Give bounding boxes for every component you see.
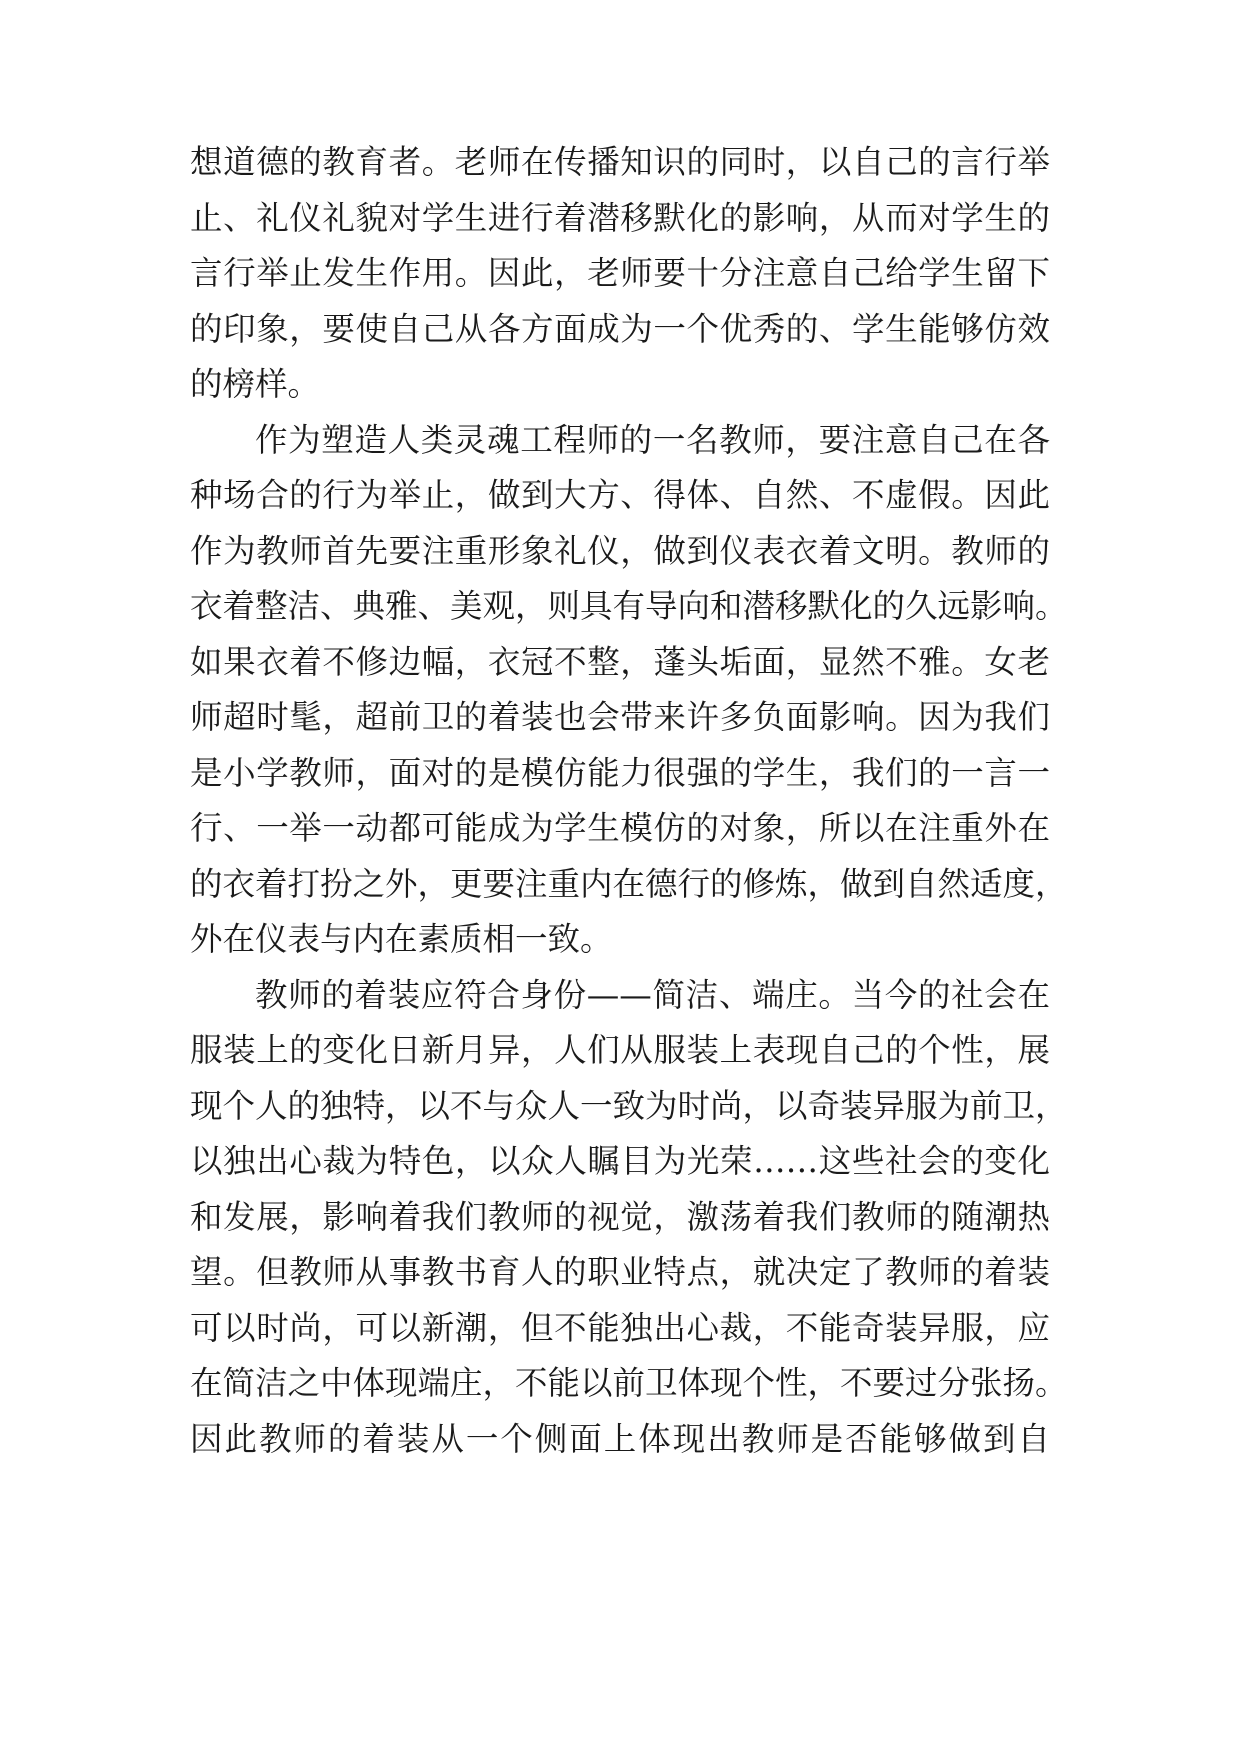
text-line: 的印象，要使自己从各方面成为一个优秀的、学生能够仿效 [190, 309, 1050, 348]
text-line: 外在仪表与内在素质相一致。 [190, 920, 613, 958]
text-line: 作为教师首先要注重形象礼仪，做到仪表衣着文明。教师的 [190, 531, 1050, 570]
text-line: 教师的着装应符合身份——简洁、端庄。当今的社会在 [255, 975, 1050, 1014]
text-line: 种场合的行为举止，做到大方、得体、自然、不虚假。因此 [190, 476, 1050, 514]
text-line: 的榜样。 [190, 365, 321, 403]
text-line: 在简洁之中体现端庄，不能以前卫体现个性，不要过分张扬。 [190, 1364, 1068, 1402]
text-line: 衣着整洁、典雅、美观，则具有导向和潜移默化的久远影响。 [190, 587, 1068, 625]
paragraph-1 [190, 135, 1050, 413]
text-line: 以独出心裁为特色，以众人瞩目为光荣……这些社会的变化 [190, 1142, 1050, 1180]
text-line: 和发展，影响着我们教师的视觉，激荡着我们教师的随潮热 [190, 1197, 1050, 1236]
text-line: 言行举止发生作用。因此，老师要十分注意自己给学生留下 [190, 254, 1050, 292]
text-line: 师超时髦，超前卫的着装也会带来许多负面影响。因为我们 [190, 698, 1050, 736]
paragraph-3 [190, 968, 1068, 1468]
text-line: 行、一举一动都可能成为学生模仿的对象，所以在注重外在 [190, 809, 1050, 847]
text-line: 止、礼仪礼貌对学生进行着潜移默化的影响，从而对学生的 [190, 198, 1050, 237]
paragraph-2 [190, 413, 1068, 968]
text-line: 因此教师的着装从一个侧面上体现出教师是否能够做到自 [190, 1419, 1050, 1458]
text-line: 如果衣着不修边幅，衣冠不整，蓬头垢面，显然不雅。女老 [190, 642, 1050, 681]
text-line: 作为塑造人类灵魂工程师的一名教师，要注意自己在各 [255, 420, 1050, 459]
body-text [190, 135, 1068, 1467]
text-line: 可以时尚，可以新潮，但不能独出心裁，不能奇装异服，应 [190, 1308, 1050, 1347]
text-line: 的衣着打扮之外，更要注重内在德行的修炼，做到自然适度， [190, 864, 1068, 903]
text-line: 望。但教师从事教书育人的职业特点，就决定了教师的着装 [190, 1253, 1050, 1291]
text-line: 是小学教师，面对的是模仿能力很强的学生，我们的一言一 [190, 753, 1050, 792]
text-line: 服装上的变化日新月异，人们从服装上表现自己的个性，展 [190, 1031, 1050, 1069]
text-line: 想道德的教育者。老师在传播知识的同时，以自己的言行举 [190, 143, 1050, 181]
text-line: 现个人的独特，以不与众人一致为时尚，以奇装异服为前卫， [190, 1086, 1068, 1125]
